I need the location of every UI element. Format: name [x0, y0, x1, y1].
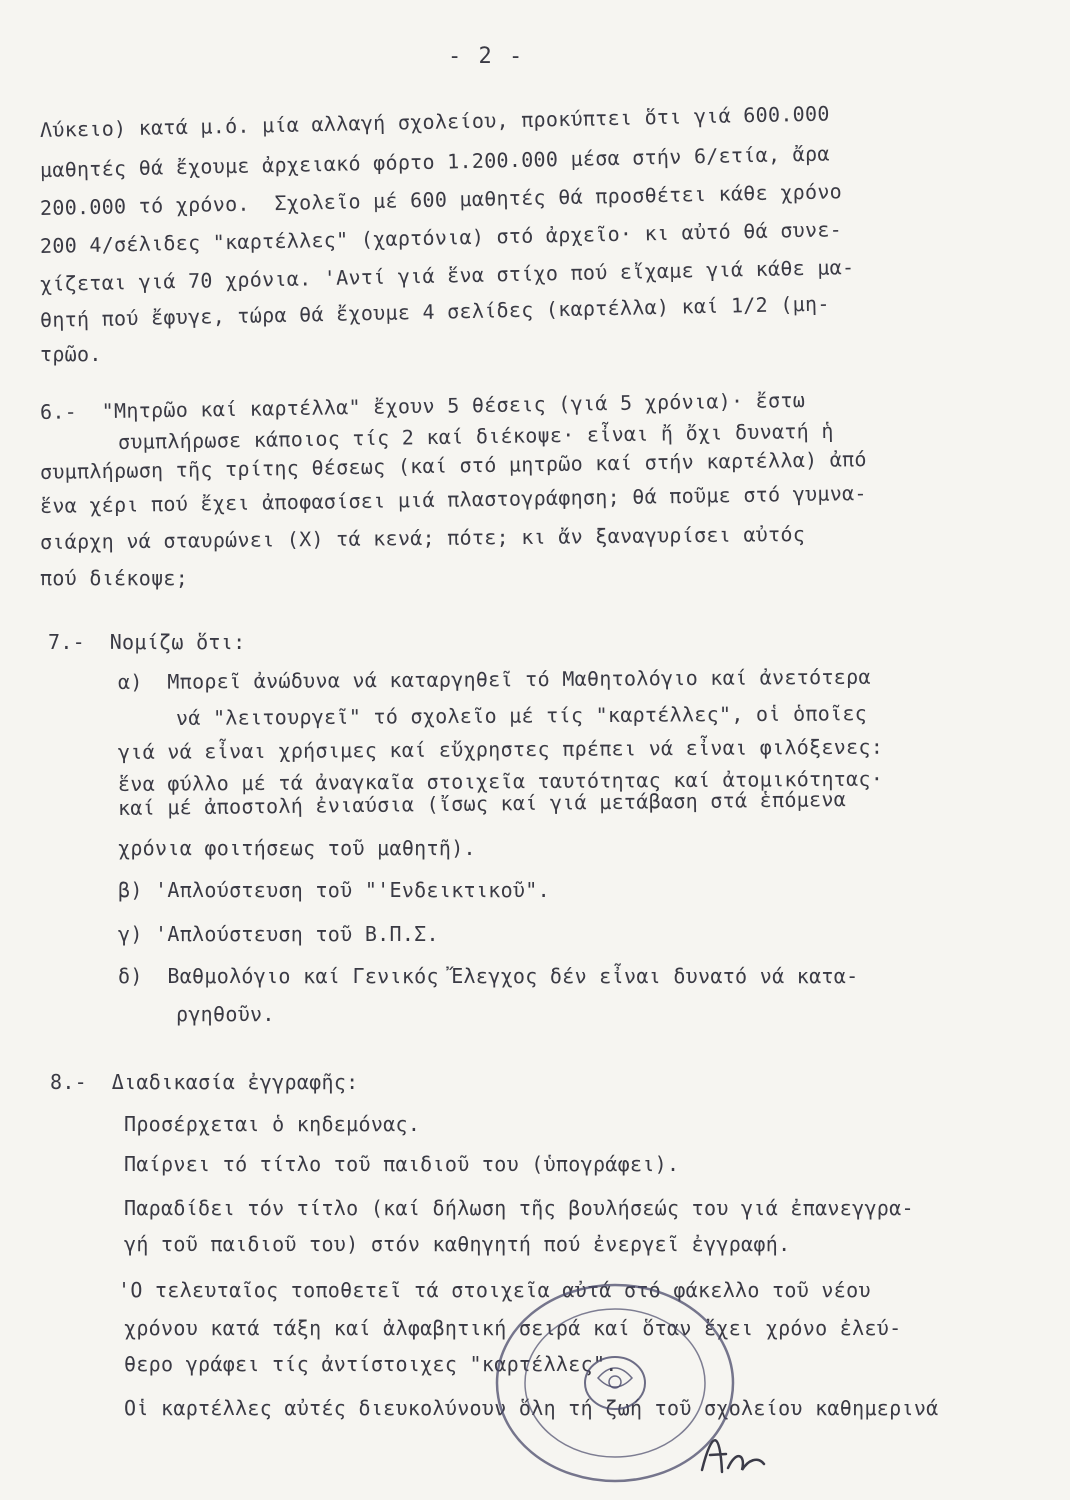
- text-line: Λύκειο) κατά μ.ό. μία αλλαγή σχολείου, προκύπτει ὅτι γιά 600.000: [39, 101, 830, 142]
- text-line: ἕνα φύλλο μέ τά ἀναγκαῖα στοιχεῖα ταυτότητας καί ἀτομικότητας·: [117, 766, 884, 796]
- page-number: - 2 -: [448, 44, 525, 69]
- text-line: ργηθοῦν.: [176, 1002, 275, 1026]
- text-line: σιάρχη νά σταυρώνει (Χ) τά κενά; πότε; κι ἄν ξαναγυρίσει αὐτός: [39, 521, 806, 554]
- text-line: χίζεται γιά 70 χρόνια. 'Αντί γιά ἕνα στίχο πού εἴχαμε γιά κάθε μα-: [39, 254, 855, 296]
- paragraph-7-heading: 7.- Νομίζω ὅτι:: [48, 630, 246, 654]
- text-line: 'Ο τελευταῖος τοποθετεῖ τά στοιχεῖα αὐτά στό φάκελλο τοῦ νέου: [118, 1278, 871, 1302]
- text-line: Οἱ καρτέλλες αὐτές διευκολύνουν ὅλη τή ζωή τοῦ σχολείου καθημερινά: [124, 1396, 939, 1420]
- list-item-c: γ) 'Απλούστευση τοῦ Β.Π.Σ.: [118, 922, 439, 946]
- text-line: 200.000 τό χρόνο. Σχολεῖο μέ 600 μαθητές θά προσθέτει κάθε χρόνο: [39, 179, 843, 220]
- paragraph-6-heading: 6.- "Μητρῶο καί καρτέλλα" ἔχουν 5 θέσεις (γιά 5 χρόνια)· ἔστω: [39, 387, 806, 424]
- text-line: καί μέ ἀποστολή ἐνιαύσια (ἴσως καί γιά μετάβαση στά ἑπόμενα: [117, 787, 847, 820]
- paragraph-8-heading: 8.- Διαδικασία ἐγγραφῆς:: [50, 1070, 359, 1094]
- text-line: συμπλήρωσε κάποιος τίς 2 καί διέκοψε· εἶναι ἤ ὄχι δυνατή ἡ: [117, 418, 834, 454]
- text-line: Παίρνει τό τίτλο τοῦ παιδιοῦ του (ὑπογράφει).: [124, 1152, 680, 1176]
- text-line: θερο γράφει τίς ἀντίστοιχες "καρτέλλες".: [124, 1352, 618, 1376]
- text-line: θητή πού ἔφυγε, τώρα θά ἔχουμε 4 σελίδες (καρτέλλα) καί 1/2 (μη-: [39, 291, 830, 332]
- text-line: Παραδίδει τόν τίτλο (καί δήλωση τῆς βουλήσεώς του γιά ἐπανεγγρα-: [124, 1196, 914, 1220]
- list-item-d: δ) Βαθμολόγιο καί Γενικός Ἔλεγχος δέν εἶναι δυνατό νά κατα-: [118, 964, 859, 988]
- list-item-a: α) Μπορεῖ ἀνώδυνα νά καταργηθεῖ τό Μαθητολόγιο καί ἀνετότερα: [117, 664, 871, 694]
- text-line: τρῶο.: [40, 342, 102, 366]
- text-line: Προσέρχεται ὁ κηδεμόνας.: [124, 1112, 421, 1136]
- text-line: ἕνα χέρι πού ἔχει ἀποφασίσει μιά πλαστογράφηση; θά ποῦμε στό γυμνα-: [39, 481, 867, 518]
- text-line: γιά νά εἶναι χρήσιμες καί εὔχρηστες πρέπει νά εἶναι φιλόξενες:: [117, 734, 884, 764]
- list-item-b: β) 'Απλούστευση τοῦ "'Ενδεικτικοῦ".: [118, 878, 550, 902]
- text-line: χρόνια φοιτήσεως τοῦ μαθητῆ).: [118, 836, 476, 860]
- text-line: πού διέκοψε;: [40, 566, 189, 590]
- text-line: νά "λειτουργεῖ" τό σχολεῖο μέ τίς "καρτέλλες", οἱ ὁποῖες: [175, 701, 868, 730]
- text-line: γή τοῦ παιδιοῦ του) στόν καθηγητή πού ἐνεργεῖ ἐγγραφή.: [124, 1232, 791, 1256]
- text-line: συμπλήρωση τῆς τρίτης θέσεως (καί στό μητρῶο καί στήν καρτέλλα) ἀπό: [39, 447, 867, 484]
- text-line: χρόνου κατά τάξη καί ἀλφαβητική σειρά καί ὅταν ἔχει χρόνο ἐλεύ-: [124, 1316, 902, 1340]
- signature: [692, 1410, 772, 1490]
- text-line: 200 4/σέλιδες "καρτέλλες" (χαρτόνια) στό ἀρχεῖο· κι αὐτό θά συνε-: [39, 217, 843, 258]
- text-line: μαθητές θά ἔχουμε ἀρχειακό φόρτο 1.200.000 μέσα στήν 6/ετία, ἄρα: [39, 141, 830, 182]
